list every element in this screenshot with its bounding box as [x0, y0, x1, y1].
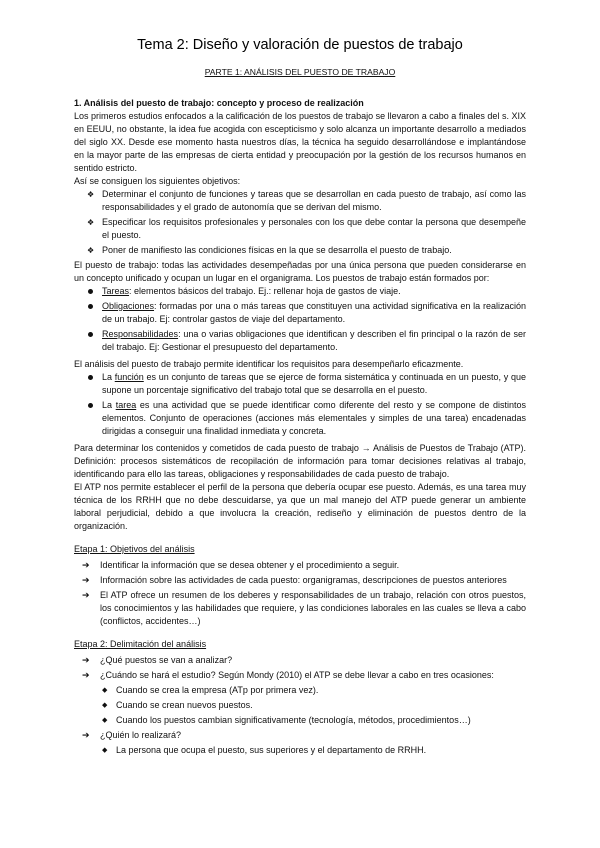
intro-paragraph: Los primeros estudios enfocados a la calificación de los puestos de trabajo se llevaron a cabo a finales del s. XIX en EEUU, no obstante, la idea fue acogida con escepticismo y solo alcanza un importante desarrollo a mediados del siglo XX. Desde ese momento hasta nuestros días, la técnica ha seguido desarrollándose e implantándose en la mayor parte de las empresas de cierta entidad y preocupación por la gestión de los recursos humanos en sentido estricto.	[74, 111, 526, 173]
page-title: Tema 2: Diseño y valoración de puestos de trabajo	[137, 37, 463, 53]
list-item: ◆ La persona que ocupa el puesto, sus superiores y el departamento de RRHH.	[102, 745, 427, 755]
list-item: ◆ Cuando los puestos cambian significativamente (tecnología, métodos, procedimientos…)	[102, 715, 471, 725]
diamond-bullet-icon: ◆	[102, 717, 108, 724]
atp-paragraph-2: El ATP nos permite establecer el perfil de la persona que debería ocupar ese puesto. Además, es una tarea muy técnica de los RRHH que no debe descuidarse, ya que un mal manejo del ATP puede generar un ambiente laboral perjudicial, debido a que involucra la creación, rediseño y eliminación de puestos dentro de la organización.	[74, 482, 526, 531]
list-item: ❖ Determinar el conjunto de funciones y tareas que se desarrollan en cada puesto de trabajo, así como las responsabilidades y el grado de autonomía que se derivan del mismo.	[87, 189, 526, 212]
part-heading: PARTE 1: ANÁLISIS DEL PUESTO DE TRABAJO	[204, 67, 396, 77]
list-item: ➔ El ATP ofrece un resumen de los deberes y responsabilidades de un trabajo, relación con otros puestos, los conocimientos y las habilidades que requiere, y las condiciones laborales en las cuales se lleva a cabo (conflictos, accidentes…)	[82, 590, 526, 626]
diamond-bullet-icon: ❖	[87, 190, 95, 199]
who-list	[74, 744, 526, 757]
arrow-bullet-icon: ➔	[82, 560, 90, 570]
bullet-dot-icon	[88, 375, 93, 380]
occasions-list	[74, 684, 526, 727]
list-item: ➔ Información sobre las actividades de cada puesto: organigramas, descripciones de puestos anteriores	[82, 575, 507, 585]
stage1-list	[74, 559, 526, 628]
list-item: ➔ ¿Cuándo se hará el estudio? Según Mondy (2010) el ATP se debe llevar a cabo en tres ocasiones:	[82, 670, 494, 680]
section-heading: 1. Análisis del puesto de trabajo: concepto y proceso de realización	[74, 98, 364, 108]
definitions-list	[74, 371, 526, 438]
arrow-bullet-icon: ➔	[82, 575, 90, 585]
list-item: Obligaciones: formadas por una o más tareas que constituyen una actividad significativa en la realización de un trabajo. Ej: controlar gastos de viaje del departamento.	[74, 300, 526, 326]
stage1-heading: Etapa 1: Objetivos del análisis	[74, 544, 195, 554]
arrow-bullet-icon: ➔	[82, 655, 90, 665]
bullet-dot-icon	[88, 289, 93, 294]
list-item: Tareas: elementos básicos del trabajo. Ej.: rellenar hoja de gastos de viaje.	[74, 285, 526, 298]
diamond-bullet-icon: ❖	[87, 218, 95, 227]
arrow-bullet-icon: ➔	[82, 730, 90, 740]
stage2-list-b	[74, 729, 526, 742]
list-item: ❖ Especificar los requisitos profesionales y personales con los que debe contar la persona que desempeñe el puesto.	[87, 217, 526, 240]
diamond-bullet-icon: ◆	[102, 687, 108, 694]
puesto-definition: El puesto de trabajo: todas las actividades desempeñadas por una única persona que pueden considerarse en un concepto unificado y ocupan un lugar en el organigrama. Los puestos de trabajo están formados por:	[74, 260, 526, 283]
diamond-bullet-icon: ❖	[87, 246, 95, 255]
components-list	[74, 285, 526, 354]
arrow-bullet-icon: ➔	[82, 590, 90, 600]
list-item: Responsabilidades: una o varias obligaciones que identifican y describen el fin principal o la razón de ser del trabajo. Ej: Gestionar el presupuesto del departamento.	[74, 328, 526, 354]
atp-paragraph: Para determinar los contenidos y cometidos de cada puesto de trabajo → Análisis de Puestos de Trabajo (ATP). Definición: procesos sistemáticos de recopilación de información para tomar decisiones relativas al trabajo, identificando para ello las tareas, obligaciones y responsabilidades de cada puesto de trabajo.	[74, 443, 526, 479]
stage2-list	[74, 654, 526, 682]
list-item: ◆ Cuando se crean nuevos puestos.	[102, 700, 253, 710]
analysis-lead: El análisis del puesto de trabajo permite identificar los requisitos para desempeñarlo eficazmente.	[74, 359, 464, 369]
objectives-list	[74, 188, 526, 257]
objectives-lead: Así se consiguen los siguientes objetivos:	[74, 176, 241, 186]
list-item: ➔ ¿Qué puestos se van a analizar?	[82, 655, 233, 665]
bullet-dot-icon	[88, 332, 93, 337]
diamond-bullet-icon: ◆	[102, 747, 108, 754]
arrow-bullet-icon: ➔	[82, 670, 90, 680]
stage2-heading: Etapa 2: Delimitación del análisis	[74, 639, 207, 649]
bullet-dot-icon	[88, 304, 93, 309]
list-item: La función es un conjunto de tareas que se ejerce de forma sistemática y continuada en un puesto, y que supone un porcentaje significativo del trabajo total que se desarrolla en el puesto.	[74, 371, 526, 397]
diamond-bullet-icon: ◆	[102, 702, 108, 709]
list-item: ❖ Poner de manifiesto las condiciones físicas en la que se desarrolla el puesto de trabajo.	[87, 245, 452, 255]
list-item: La tarea es una actividad que se puede identificar como diferente del resto y se compone de distintos elementos. Conjunto de operaciones (acciones más elementales y simples de una tarea) encadenadas dirigidas a conseguir una finalidad inmediata y concreta.	[74, 399, 526, 438]
list-item: ◆ Cuando se crea la empresa (ATp por primera vez).	[102, 685, 319, 695]
bullet-dot-icon	[88, 403, 93, 408]
list-item: ➔ ¿Quién lo realizará?	[82, 730, 182, 740]
list-item: ➔ Identificar la información que se desea obtener y el procedimiento a seguir.	[82, 560, 400, 570]
